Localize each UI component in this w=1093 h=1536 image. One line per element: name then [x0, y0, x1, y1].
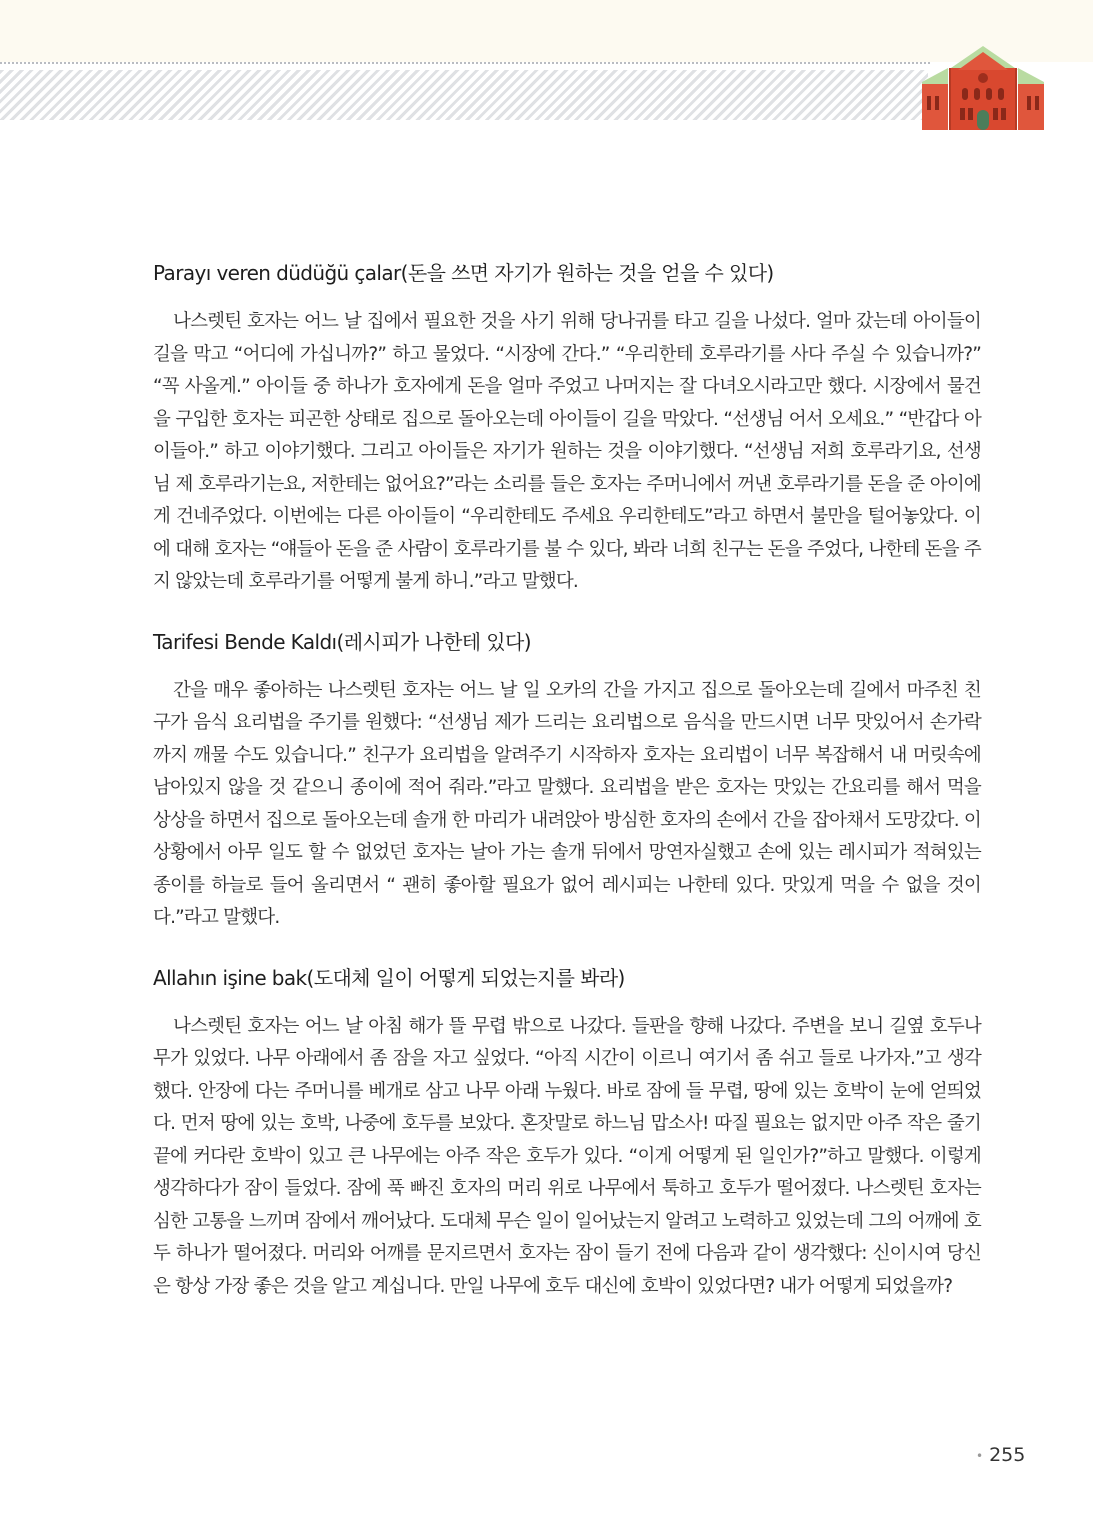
- page-number: [976, 1444, 1025, 1466]
- section-heading: Allahın işine bak(도대체 일이 어떻게 되었는지를 봐라): [153, 965, 625, 990]
- header-hatched-band: [0, 70, 928, 120]
- section-heading: Parayı veren düdüğü çalar(돈을 쓰면 자기가 원하는 것을 얻을 수 있다): [153, 261, 774, 285]
- building-icon: [918, 40, 1048, 132]
- article-body: [153, 260, 981, 1333]
- page-number-value: 255: [989, 1444, 1026, 1466]
- header-dotted-line: [0, 62, 930, 64]
- section-paragraph: 나스렛틴 호자는 어느 날 집에서 필요한 것을 사기 위해 당나귀를 타고 길을 나섰다. 얼마 갔는데 아이들이 길을 막고 “어디에 가십니까?” 하고 물었다. “시장에 간다.” “우리한테 호루라기를 사다 주실 수 있습니까?” “꼭 사올게.” 아이들 중 하나가 호자에게 돈을 얼마 주었고 나머지는 잘 다녀오시라고만 했다. 시장에서 물건을 구입한 호자는 피곤한 상태로 집으로 돌아오는데 아이들이 길을 막았다. “선생님 어서 오세요.” “반갑다 아이들아.” 하고 이야기했다. 그리고 아이들은 자기가 원하는 것을 이야기했다. “선생님 저희 호루라기요, 선생님 제 호루라기는요, 저한테는 없어요?”라는 소리를 들은 호자는 주머니에서 꺼낸 호루라기를 돈을 준 아이에게 건네주었다. 이번에는 다른 아이들이 “우리한테도 주세요 우리한테도”라고 하면서 불만을 털어놓았다. 이에 대해 호자는 “얘들아 돈을 준 사람이 호루라기를 불 수 있다, 봐라 너희 친구는 돈을 주었다, 나한테 돈을 주지 않았는데 호루라기를 어떻게 불게 하니.”라고 말했다.: [153, 311, 981, 592]
- section-paragraph: 간을 매우 좋아하는 나스렛틴 호자는 어느 날 일 오카의 간을 가지고 집으로 돌아오는데 길에서 마주친 친구가 음식 요리법을 주기를 원했다: “선생님 제가 드리는 요리법으로 음식을 만드시면 너무 맛있어서 손가락까지 깨물 수도 있습니다.” 친구가 요리법을 알려주기 시작하자 호자는 요리법이 너무 복잡해서 내 머릿속에 남아있지 않을 것 같으니 종이에 적어 줘라.”라고 말했다. 요리법을 받은 호자는 맛있는 간요리를 해서 먹을 상상을 하면서 집으로 돌아오는데 솔개 한 마리가 내려앉아 방심한 호자의 손에서 간을 잡아채서 도망갔다. 이 상황에서 아무 일도 할 수 없었던 호자는 날아 가는 솔개 뒤에서 망연자실했고 손에 있는 레시피가 적혀있는 종이를 하늘로 들어 올리면서 “ 괜히 좋아할 필요가 없어 레시피는 나한테 있다. 맛있게 먹을 수 없을 것이다.”라고 말했다.: [153, 679, 981, 928]
- section-paragraph: 나스렛틴 호자는 어느 날 아침 해가 뜰 무렵 밖으로 나갔다. 들판을 향해 나갔다. 주변을 보니 길옆 호두나무가 있었다. 나무 아래에서 좀 잠을 자고 싶었다. “아직 시간이 이르니 여기서 좀 쉬고 들로 나가자.”고 생각했다. 안장에 다는 주머니를 베개로 삼고 나무 아래 누웠다. 바로 잠에 들 무렵, 땅에 있는 호박이 눈에 얻띄었다. 먼저 땅에 있는 호박, 나중에 호두를 보았다. 혼잣말로 하느님 맙소사! 따질 필요는 없지만 아주 작은 줄기 끝에 커다란 호박이 있고 큰 나무에는 아주 작은 호두가 있다. “이게 어떻게 된 일인가?”하고 말했다. 이렇게 생각하다가 잠이 들었다. 잠에 푹 빠진 호자의 머리 위로 나무에서 툭하고 호두가 떨어졌다. 나스렛틴 호자는 심한 고통을 느끼며 잠에서 깨어났다. 도대체 무슨 일이 일어났는지 알려고 노력하고 있었는데 그의 어깨에 호두 하나가 떨어졌다. 머리와 어깨를 문지르면서 호자는 잠이 들기 전에 다음과 같이 생각했다: 신이시여 당신은 항상 가장 좋은 것을 알고 계십니다. 만일 나무에 호두 대신에 호박이 있었다면? 내가 어떻게 되었을까?: [153, 1015, 981, 1297]
- bullet-dot-icon: •: [976, 1448, 984, 1463]
- section-heading: Tarifesi Bende Kaldı(레시피가 나한테 있다): [153, 629, 531, 654]
